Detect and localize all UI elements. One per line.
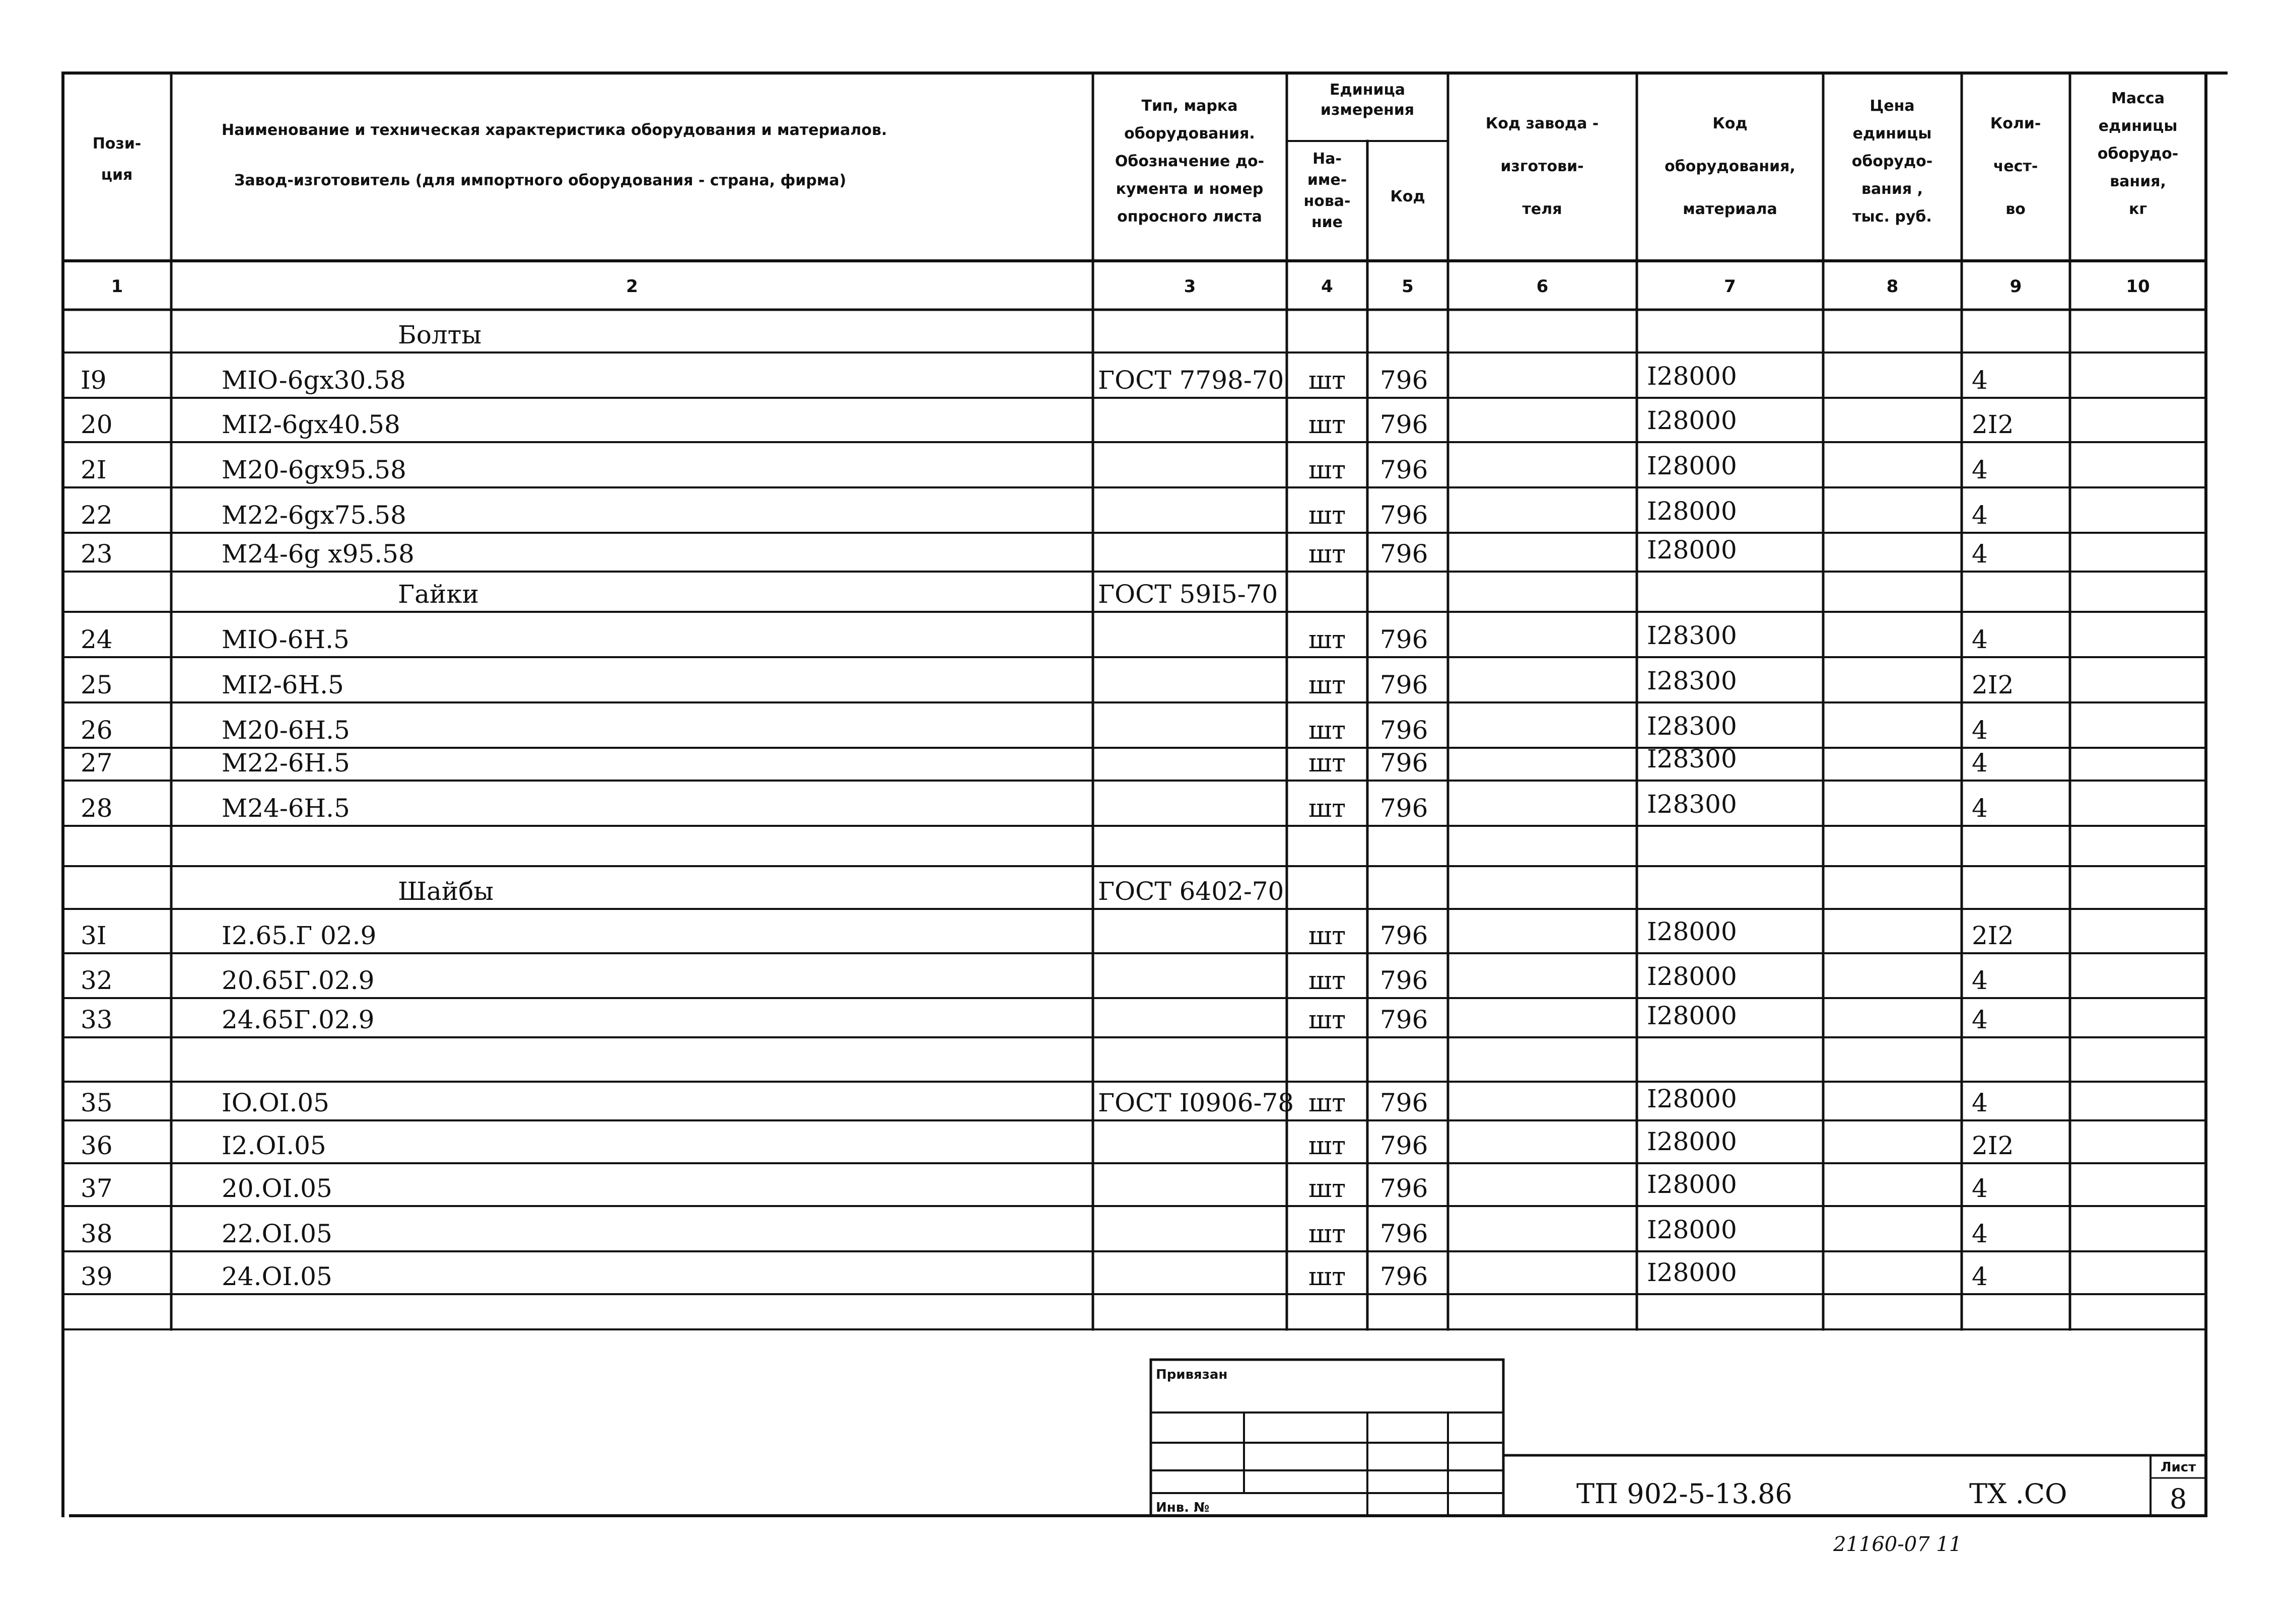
name-cell: M20-6H.5 (222, 716, 350, 745)
header-unit-name: име- (1307, 171, 1347, 189)
unit-code-cell: 796 (1380, 366, 1428, 395)
unit-cell: шт (1308, 1005, 1346, 1034)
position-cell: 3I (81, 921, 107, 950)
name-cell: MIO-6H.5 (222, 625, 350, 654)
position-cell: 37 (81, 1174, 113, 1203)
column-number: 5 (1402, 276, 1414, 297)
quantity-cell: 4 (1972, 716, 1988, 745)
document-mark: ТХ .СО (1969, 1478, 2067, 1510)
unit-code-cell: 796 (1380, 716, 1428, 745)
header-quantity: чест- (1993, 158, 2038, 175)
unit-cell: шт (1308, 1262, 1346, 1291)
name-cell: 22.OI.05 (222, 1219, 332, 1248)
equipment-code-cell: I28000 (1647, 1258, 1737, 1287)
header-doc-type: Обозначение до- (1115, 153, 1265, 170)
unit-code-cell: 796 (1380, 1174, 1428, 1203)
quantity-cell: 4 (1972, 366, 1988, 395)
unit-code-cell: 796 (1380, 501, 1428, 530)
name-cell: MI2-6H.5 (222, 670, 344, 699)
header-mass: единицы (2098, 117, 2178, 135)
name-cell: I2.65.Г 02.9 (222, 921, 377, 950)
name-cell: IO.OI.05 (222, 1088, 329, 1117)
equipment-code-cell: I28000 (1647, 497, 1737, 526)
name-cell: 24.OI.05 (222, 1262, 332, 1291)
quantity-cell: 2I2 (1972, 410, 2014, 439)
header-unit-group: Единица (1330, 81, 1405, 99)
unit-cell: шт (1308, 1174, 1346, 1203)
name-cell: 24.65Г.02.9 (222, 1005, 375, 1034)
header-position: ция (101, 166, 133, 184)
quantity-cell: 2I2 (1972, 1131, 2014, 1160)
header-mass: кг (2128, 200, 2148, 218)
quantity-cell: 4 (1972, 1088, 1988, 1117)
header-unit-name: нова- (1303, 192, 1351, 210)
equipment-code-cell: I28300 (1647, 712, 1737, 741)
column-number: 6 (1536, 276, 1549, 297)
section-heading: Гайки (398, 580, 479, 609)
column-number: 10 (2126, 276, 2150, 297)
unit-code-cell: 796 (1380, 921, 1428, 950)
header-doc-type: опросного листа (1117, 208, 1262, 226)
header-price: тыс. руб. (1852, 208, 1932, 226)
header-doc-type: оборудования. (1124, 125, 1255, 143)
unit-code-cell: 796 (1380, 748, 1428, 778)
unit-cell: шт (1308, 1219, 1346, 1248)
unit-cell: шт (1308, 539, 1346, 569)
handwritten-note: 21160-07 11 (1833, 1533, 1962, 1556)
name-cell: 20.OI.05 (222, 1174, 332, 1203)
quantity-cell: 2I2 (1972, 921, 2014, 950)
name-cell: M24-6H.5 (222, 794, 350, 823)
unit-cell: шт (1308, 410, 1346, 439)
quantity-cell: 2I2 (1972, 670, 2014, 699)
equipment-code-cell: I28000 (1647, 535, 1737, 564)
header-quantity: Коли- (1990, 115, 2041, 132)
header-doc-type: Тип, марка (1141, 97, 1238, 115)
header-price: единицы (1852, 125, 1932, 143)
unit-cell: шт (1308, 716, 1346, 745)
position-cell: 24 (81, 625, 113, 654)
quantity-cell: 4 (1972, 1219, 1988, 1248)
position-cell: I9 (81, 366, 107, 395)
equipment-code-cell: I28300 (1647, 744, 1737, 773)
unit-code-cell: 796 (1380, 1088, 1428, 1117)
document-cell: ГОСТ I0906-78 (1098, 1088, 1294, 1117)
quantity-cell: 4 (1972, 748, 1988, 778)
unit-cell: шт (1308, 670, 1346, 699)
unit-code-cell: 796 (1380, 1131, 1428, 1160)
unit-cell: шт (1308, 966, 1346, 995)
unit-code-cell: 796 (1380, 966, 1428, 995)
unit-code-cell: 796 (1380, 1262, 1428, 1291)
unit-cell: шт (1308, 748, 1346, 778)
unit-code-cell: 796 (1380, 410, 1428, 439)
position-cell: 28 (81, 794, 113, 823)
position-cell: 35 (81, 1088, 113, 1117)
position-cell: 36 (81, 1131, 113, 1160)
header-equipment-code: Код (1712, 115, 1748, 132)
header-factory-code: изготови- (1500, 158, 1584, 175)
position-cell: 20 (81, 410, 113, 439)
stamp-attached-label: Привязан (1156, 1367, 1228, 1382)
document-cell: ГОСТ 59I5-70 (1098, 580, 1278, 609)
unit-code-cell: 796 (1380, 794, 1428, 823)
equipment-code-cell: I28000 (1647, 1001, 1737, 1030)
equipment-code-cell: I28000 (1647, 1170, 1737, 1199)
header-price: Цена (1870, 97, 1915, 115)
column-number: 4 (1321, 276, 1333, 297)
equipment-code-cell: I28000 (1647, 1127, 1737, 1156)
equipment-code-cell: I28000 (1647, 406, 1737, 435)
header-equipment-code: оборудования, (1665, 158, 1795, 175)
header-quantity: во (2005, 200, 2026, 218)
position-cell: 33 (81, 1005, 113, 1034)
position-cell: 39 (81, 1262, 113, 1291)
unit-cell: шт (1308, 1131, 1346, 1160)
position-cell: 27 (81, 748, 113, 778)
header-price: оборудо- (1851, 153, 1933, 170)
position-cell: 32 (81, 966, 113, 995)
unit-cell: шт (1308, 501, 1346, 530)
equipment-code-cell: I28000 (1647, 1084, 1737, 1113)
equipment-code-cell: I28000 (1647, 1215, 1737, 1244)
position-cell: 2I (81, 455, 107, 484)
unit-code-cell: 796 (1380, 455, 1428, 484)
quantity-cell: 4 (1972, 455, 1988, 484)
name-cell: M20-6gx95.58 (222, 455, 406, 484)
unit-code-cell: 796 (1380, 539, 1428, 569)
quantity-cell: 4 (1972, 501, 1988, 530)
quantity-cell: 4 (1972, 1174, 1988, 1203)
header-factory-code: теля (1522, 200, 1562, 218)
equipment-code-cell: I28300 (1647, 621, 1737, 650)
header-position: Пози- (92, 135, 142, 153)
equipment-code-cell: I28300 (1647, 666, 1737, 695)
document-code: ТП 902-5-13.86 (1576, 1478, 1792, 1510)
quantity-cell: 4 (1972, 794, 1988, 823)
header-mass: вания, (2110, 173, 2166, 190)
column-number: 7 (1724, 276, 1736, 297)
unit-cell: шт (1308, 625, 1346, 654)
header-unit-group: измерения (1320, 101, 1415, 119)
unit-code-cell: 796 (1380, 670, 1428, 699)
header-doc-type: кумента и номер (1116, 180, 1264, 198)
quantity-cell: 4 (1972, 539, 1988, 569)
header-unit-code: Код (1390, 188, 1425, 205)
position-cell: 22 (81, 501, 113, 530)
column-number: 2 (626, 276, 638, 297)
header-mass: Масса (2111, 90, 2165, 107)
column-number: 1 (111, 276, 123, 297)
unit-code-cell: 796 (1380, 1005, 1428, 1034)
section-heading: Болты (398, 320, 482, 349)
document-cell: ГОСТ 6402-70 (1098, 877, 1284, 906)
name-cell: M24-6g x95.58 (222, 539, 414, 569)
position-cell: 26 (81, 716, 113, 745)
equipment-code-cell: I28000 (1647, 917, 1737, 946)
sheet-number: 8 (2169, 1483, 2187, 1515)
header-mass: оборудо- (2097, 145, 2179, 163)
unit-cell: шт (1308, 794, 1346, 823)
header-equipment-code: материала (1683, 200, 1777, 218)
equipment-code-cell: I28000 (1647, 362, 1737, 391)
unit-code-cell: 796 (1380, 625, 1428, 654)
equipment-code-cell: I28000 (1647, 962, 1737, 991)
stamp-inventory-label: Инв. № (1156, 1500, 1210, 1515)
name-cell: MIO-6gx30.58 (222, 366, 406, 395)
position-cell: 23 (81, 539, 113, 569)
position-cell: 25 (81, 670, 113, 699)
quantity-cell: 4 (1972, 1262, 1988, 1291)
column-number: 8 (1886, 276, 1899, 297)
quantity-cell: 4 (1972, 966, 1988, 995)
unit-code-cell: 796 (1380, 1219, 1428, 1248)
equipment-code-cell: I28300 (1647, 790, 1737, 819)
unit-cell: шт (1308, 455, 1346, 484)
name-cell: 20.65Г.02.9 (222, 966, 375, 995)
column-number: 9 (2010, 276, 2022, 297)
name-cell: M22-6gx75.58 (222, 501, 406, 530)
unit-cell: шт (1308, 366, 1346, 395)
header-name-line: Наименование и техническая характеристика оборудования и материалов. (222, 121, 887, 139)
position-cell: 38 (81, 1219, 113, 1248)
header-unit-name: На- (1312, 150, 1342, 168)
quantity-cell: 4 (1972, 625, 1988, 654)
header-name-line: Завод-изготовитель (для импортного оборудования - страна, фирма) (234, 172, 847, 189)
name-cell: I2.OI.05 (222, 1131, 326, 1160)
header-factory-code: Код завода - (1485, 115, 1599, 132)
quantity-cell: 4 (1972, 1005, 1988, 1034)
unit-cell: шт (1308, 921, 1346, 950)
section-heading: Шайбы (398, 877, 494, 906)
document-cell: ГОСТ 7798-70 (1098, 366, 1284, 395)
unit-cell: шт (1308, 1088, 1346, 1117)
equipment-code-cell: I28000 (1647, 451, 1737, 480)
name-cell: M22-6H.5 (222, 748, 350, 778)
column-number: 3 (1184, 276, 1196, 297)
name-cell: MI2-6gx40.58 (222, 410, 400, 439)
sheet-label: Лист (2160, 1460, 2196, 1475)
header-price: вания , (1861, 180, 1923, 198)
header-unit-name: ние (1311, 214, 1343, 231)
